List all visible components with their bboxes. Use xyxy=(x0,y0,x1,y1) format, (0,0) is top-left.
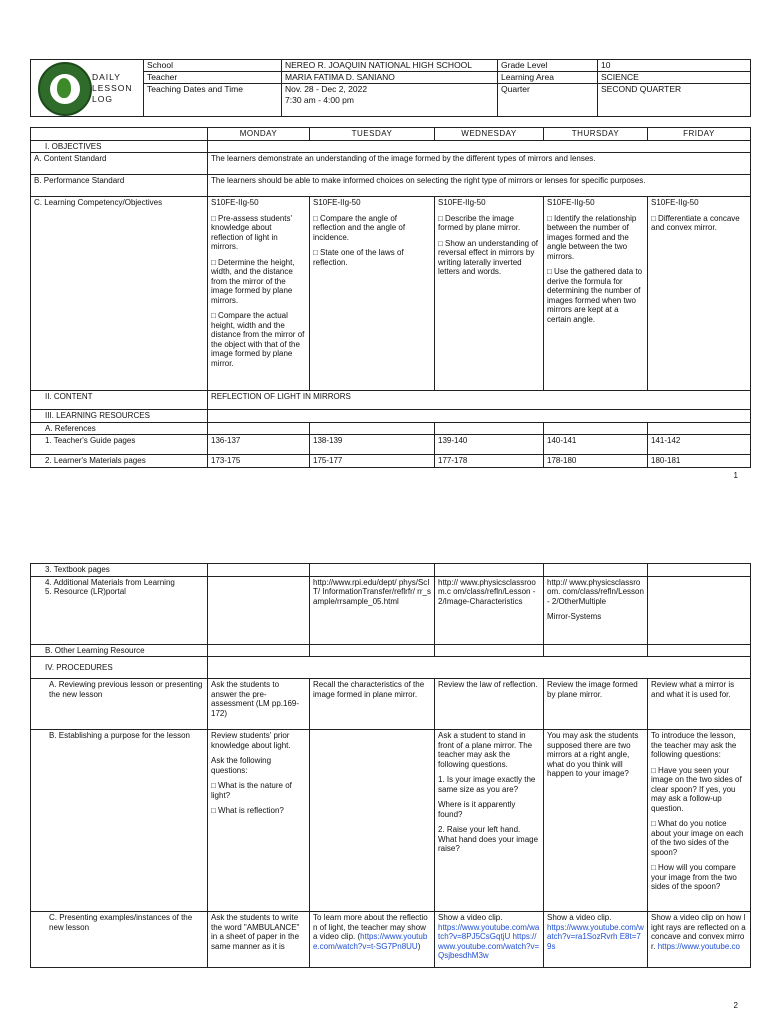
competency-code: S10FE-IIg-50 xyxy=(547,198,595,207)
dll-line-1: DAILY xyxy=(92,72,121,82)
lm-pages-thursday: 178-180 xyxy=(544,455,648,468)
presenting-text: Show a video clip. xyxy=(547,913,612,922)
additional-thursday[interactable] xyxy=(544,576,648,644)
competency-friday xyxy=(648,197,751,391)
blank-cell xyxy=(648,644,751,657)
presenting-text: Show a video clip. xyxy=(438,913,503,922)
resources-label: III. LEARNING RESOURCES xyxy=(31,410,208,423)
tg-label: 1. Teacher's Guide pages xyxy=(31,435,208,455)
performance-standard-value: The learners should be able to make informed choices on selecting the right type of mirrors or lenses for specific purposes. xyxy=(208,175,751,197)
objectives-blank xyxy=(208,140,751,153)
content-standard-label: A. Content Standard xyxy=(31,153,208,175)
lesson-table-page1 xyxy=(30,127,751,468)
corner-cell xyxy=(31,128,208,141)
reviewing-label: A. Reviewing previous lesson or presenting the new lesson xyxy=(31,679,208,730)
area-label: Learning Area xyxy=(498,72,598,84)
procedures-label: IV. PROCEDURES xyxy=(31,657,208,679)
video-link[interactable]: https://www.youtube.co xyxy=(657,941,740,951)
grade-value: 10 xyxy=(598,60,751,72)
presenting-monday xyxy=(208,912,310,968)
purpose-tuesday xyxy=(310,730,435,912)
teacher-label: Teacher xyxy=(144,72,282,84)
purpose-friday xyxy=(648,730,751,912)
blank-cell xyxy=(544,564,648,577)
day-monday: MONDAY xyxy=(208,128,310,141)
header-table xyxy=(30,59,751,117)
competency-item: □ Compare the angle of reflection and the angle of incidence. xyxy=(313,213,406,242)
competency-wednesday xyxy=(435,197,544,391)
purpose-wednesday xyxy=(435,730,544,912)
competency-item: □ Compare the actual height, width and the distance from the mirror of the object with that of the image formed by plane mirror. xyxy=(211,311,305,368)
purpose-item: To introduce the lesson, the teacher may ask the following questions: xyxy=(651,731,737,759)
competency-thursday xyxy=(544,197,648,391)
competency-code: S10FE-IIg-50 xyxy=(438,198,486,207)
competency-code: S10FE-IIg-50 xyxy=(651,198,699,207)
blank-cell xyxy=(208,564,310,577)
quarter-value: SECOND QUARTER xyxy=(598,84,751,117)
competency-item: □ Determine the height, width, and the distance from the mirror of the image formed by plane mirrors. xyxy=(211,257,295,305)
dates-text: Nov. 28 - Dec 2, 2022 xyxy=(285,84,368,94)
purpose-item: 1. Is your image exactly the same size as you are? xyxy=(438,775,536,794)
competency-monday xyxy=(208,197,310,391)
competency-item: □ Pre-assess students' knowledge about reflection of light in mirrors. xyxy=(211,213,293,251)
day-wednesday: WEDNESDAY xyxy=(435,128,544,141)
blank-cell xyxy=(648,564,751,577)
blank-cell xyxy=(435,422,544,435)
other-resource-label: B. Other Learning Resource xyxy=(31,644,208,657)
tg-pages-friday: 141-142 xyxy=(648,435,751,455)
presenting-label: C. Presenting examples/instances of the new lesson xyxy=(31,912,208,968)
additional-monday xyxy=(208,576,310,644)
reviewing-thursday: Review the image formed by plane mirror. xyxy=(544,679,648,730)
blank-cell xyxy=(544,644,648,657)
page-number-2: 2 xyxy=(733,1001,738,1010)
school-seal-icon xyxy=(38,62,92,116)
competency-item: □ Identify the relationship between the number of images formed and the angle between the two mirrors. xyxy=(547,213,637,261)
resources-blank xyxy=(208,410,751,423)
competency-item: □ Describe the image formed by plane mirror. xyxy=(438,213,521,232)
school-label: School xyxy=(144,60,282,72)
purpose-item: Ask a student to stand in front of a plane mirror. The teacher may ask the following questions. xyxy=(438,731,533,769)
competency-item: □ Show an understanding of reversal effect in mirrors by writing laterally inverted letters and words. xyxy=(438,238,539,276)
purpose-monday xyxy=(208,730,310,912)
time-text: 7:30 am - 4:00 pm xyxy=(285,95,354,105)
video-link[interactable]: https://www.youtube.com/watch?v=8PJ5CsGqtjU https://www.youtube.com/watch?v=QsjbesdhM3w xyxy=(438,922,540,960)
lesson-table-page2 xyxy=(30,563,751,968)
additional-tuesday[interactable]: http://www.rpi.edu/dept/ phys/ScIT/ InformationTransfer/reflrfr/ rr_sample/rrsample_05.html xyxy=(310,576,435,644)
purpose-item: □ What is reflection? xyxy=(211,806,284,815)
competency-item: □ Use the gathered data to derive the formula for determining the number of images formed when two mirrors are kept at a certain angle. xyxy=(547,267,643,324)
dates-label: Teaching Dates and Time xyxy=(144,84,282,117)
purpose-item: Ask the following questions: xyxy=(211,756,272,775)
blank-cell xyxy=(310,644,435,657)
dll-line-3: LOG xyxy=(92,94,113,104)
blank-cell xyxy=(208,644,310,657)
content-standard-value: The learners demonstrate an understanding of the image formed by the different types of mirrors and lenses. xyxy=(208,153,751,175)
purpose-thursday xyxy=(544,730,648,912)
blank-cell xyxy=(310,422,435,435)
teacher-value: MARIA FATIMA D. SANIANO xyxy=(282,72,498,84)
objectives-label: I. OBJECTIVES xyxy=(31,140,208,153)
additional-friday xyxy=(648,576,751,644)
purpose-item: □ How will you compare your image from the two sides of the spoon? xyxy=(651,863,737,891)
purpose-item: □ What is the nature of light? xyxy=(211,781,292,800)
presenting-text: To learn more about the reflection of light, the teacher may show a video clip. ( xyxy=(313,913,428,941)
day-tuesday: TUESDAY xyxy=(310,128,435,141)
tg-pages-thursday: 140-141 xyxy=(544,435,648,455)
competency-label: C. Learning Competency/Objectives xyxy=(31,197,208,391)
tg-pages-wednesday: 139-140 xyxy=(435,435,544,455)
additional-label-cell xyxy=(31,576,208,644)
purpose-item: Where is it apparently found? xyxy=(438,800,516,819)
reviewing-monday: Ask the students to answer the pre-assessment (LM pp.169-172) xyxy=(208,679,310,730)
purpose-label: B. Establishing a purpose for the lesson xyxy=(31,730,208,912)
purpose-item: □ Have you seen your image on the two sides of clear spoon? If yes, you may ask a follow-up question. xyxy=(651,765,742,813)
lr-portal-label: 5. Resource (LR)portal xyxy=(45,587,126,596)
presenting-tuesday xyxy=(310,912,435,968)
presenting-wednesday xyxy=(435,912,544,968)
content-value: REFLECTION OF LIGHT IN MIRRORS xyxy=(208,391,751,410)
competency-code: S10FE-IIg-50 xyxy=(313,198,361,207)
blank-cell xyxy=(435,644,544,657)
purpose-item: □ What do you notice about your image on each of the two sides of the spoon? xyxy=(651,819,744,857)
school-value: NEREO R. JOAQUIN NATIONAL HIGH SCHOOL xyxy=(282,60,498,72)
additional-wednesday[interactable]: http:// www.physicsclassroom.c om/class/refln/Lesson -2/Image-Characteristics xyxy=(435,576,544,644)
blank-cell xyxy=(648,422,751,435)
purpose-item: Review students' prior knowledge about light. xyxy=(211,731,291,750)
procedures-blank xyxy=(208,657,751,679)
presenting-text: Ask the students to write the word "AMBULANCE" in a sheet of paper in the same manner as it is xyxy=(211,913,300,951)
area-value: SCIENCE xyxy=(598,72,751,84)
tg-pages-tuesday: 138-139 xyxy=(310,435,435,455)
additional-label: 4. Additional Materials from Learning xyxy=(45,577,175,587)
blank-cell xyxy=(208,422,310,435)
page-number-1: 1 xyxy=(733,471,738,480)
day-thursday: THURSDAY xyxy=(544,128,648,141)
competency-code: S10FE-IIg-50 xyxy=(211,198,259,207)
grade-label: Grade Level xyxy=(498,60,598,72)
tg-pages-monday: 136-137 xyxy=(208,435,310,455)
presenting-after: ) xyxy=(417,941,421,951)
purpose-item: You may ask the students supposed there are two mirrors at a right angle, what do you think will happen to your image? xyxy=(547,731,639,778)
textbook-label: 3. Textbook pages xyxy=(31,564,208,577)
reviewing-tuesday: Recall the characteristics of the image formed in plane mirror. xyxy=(310,679,435,730)
dll-line-2: LESSON xyxy=(92,83,133,93)
lm-label: 2. Learner's Materials pages xyxy=(31,455,208,468)
lm-pages-friday: 180-181 xyxy=(648,455,751,468)
lm-pages-tuesday: 175-177 xyxy=(310,455,435,468)
blank-cell xyxy=(544,422,648,435)
quarter-label: Quarter xyxy=(498,84,598,117)
additional-thursday-extra: Mirror-Systems xyxy=(547,612,602,621)
video-link[interactable]: https://www.youtube.com/watch?v=ra1SozRvrh E8t=79s xyxy=(547,922,644,951)
reviewing-wednesday: Review the law of reflection. xyxy=(435,679,544,730)
references-label: A. References xyxy=(31,422,208,435)
purpose-item: 2. Raise your left hand. What hand does your image raise? xyxy=(438,825,539,853)
presenting-thursday xyxy=(544,912,648,968)
blank-cell xyxy=(435,564,544,577)
presenting-friday xyxy=(648,912,751,968)
competency-item: □ State one of the laws of reflection. xyxy=(313,248,404,267)
additional-thursday-link[interactable]: http:// www.physicsclassroom. com/class/refln/Lesson- 2/OtherMultiple xyxy=(547,577,644,606)
reviewing-friday: Review what a mirror is and what it is used for. xyxy=(648,679,751,730)
lm-pages-wednesday: 177-178 xyxy=(435,455,544,468)
competency-item: □ Differentiate a concave and convex mirror. xyxy=(651,213,740,232)
content-label: II. CONTENT xyxy=(31,391,208,410)
dll-title xyxy=(92,72,133,105)
dates-value xyxy=(282,84,498,117)
day-friday: FRIDAY xyxy=(648,128,751,141)
video-link[interactable]: https://www.youtube.com/watch?v=t-SG7Pn8UU xyxy=(313,932,428,951)
lm-pages-monday: 173-175 xyxy=(208,455,310,468)
competency-tuesday xyxy=(310,197,435,391)
performance-standard-label: B. Performance Standard xyxy=(31,175,208,197)
blank-cell xyxy=(310,564,435,577)
presenting-text: Show a video clip on how light rays are reflected on a concave and convex mirror. xyxy=(651,913,746,951)
